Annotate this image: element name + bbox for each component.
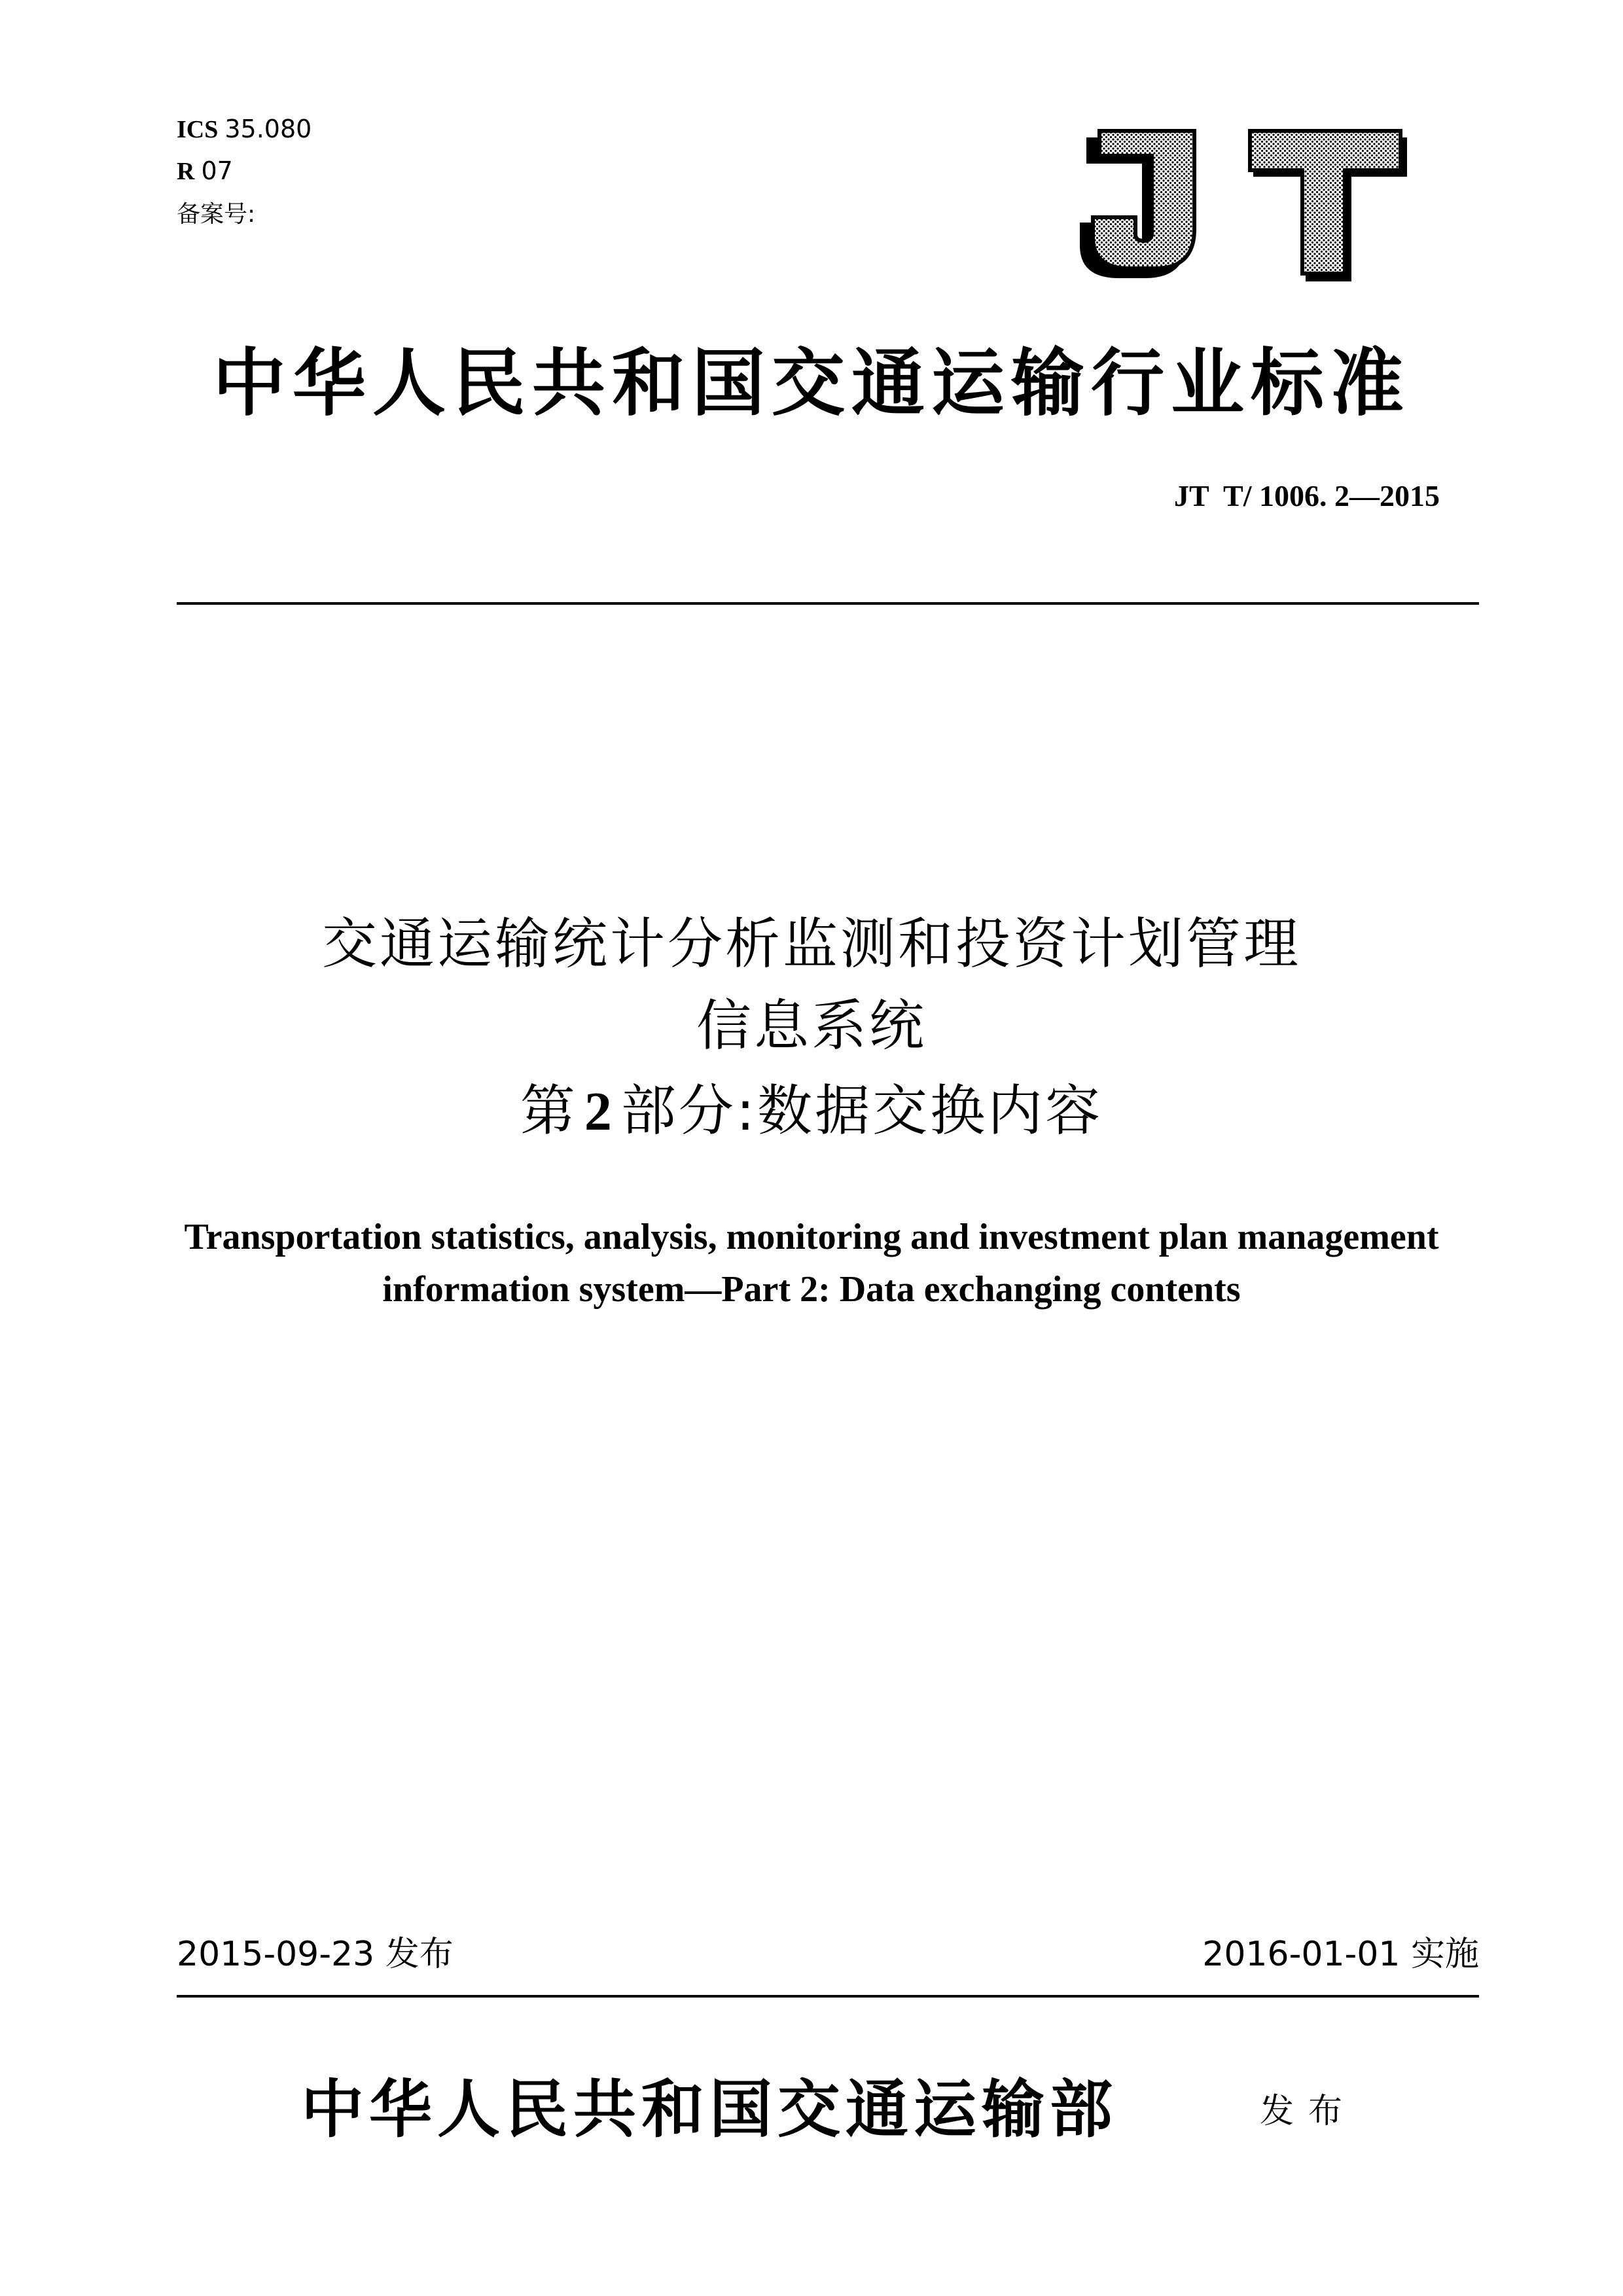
- part-number: 2: [584, 1081, 615, 1142]
- issuer-name: 中华人民共和国交通运输部: [301, 2072, 1118, 2146]
- classification-code: [177, 158, 233, 184]
- class-value: 07: [201, 156, 233, 185]
- title-cn-part: [0, 1079, 1623, 1143]
- part-suffix: 部分:数据交换内容: [620, 1079, 1103, 1143]
- issuer-verb: 发布: [1260, 2092, 1357, 2131]
- record-number: 备案号:: [177, 201, 256, 228]
- ics-code: [177, 117, 312, 142]
- top-divider: [177, 602, 1479, 605]
- class-label: R: [177, 158, 195, 185]
- industry-standard-title: 中华人民共和国交通运输行业标准: [213, 340, 1410, 426]
- standard-number: JT T/ 1006. 2—2015: [1174, 479, 1440, 512]
- bottom-divider: [177, 1995, 1479, 1998]
- part-prefix: 第: [520, 1079, 578, 1143]
- title-en-line2: information system—Part 2: Data exchanging contents: [382, 1269, 1241, 1310]
- title-cn-line2: 信息系统: [696, 994, 927, 1058]
- publish-date: 2015-09-23 发布: [177, 1935, 454, 1974]
- ics-label: ICS: [177, 116, 219, 143]
- title-en-line1: Transportation statistics, analysis, monitoring and investment plan management: [184, 1217, 1439, 1257]
- title-cn-line1: 交通运输统计分析监测和投资计划管理: [321, 912, 1301, 976]
- jt-logo-icon: [1080, 124, 1407, 288]
- ics-value: 35.080: [224, 115, 312, 143]
- implement-date: 2016-01-01 实施: [1202, 1935, 1479, 1974]
